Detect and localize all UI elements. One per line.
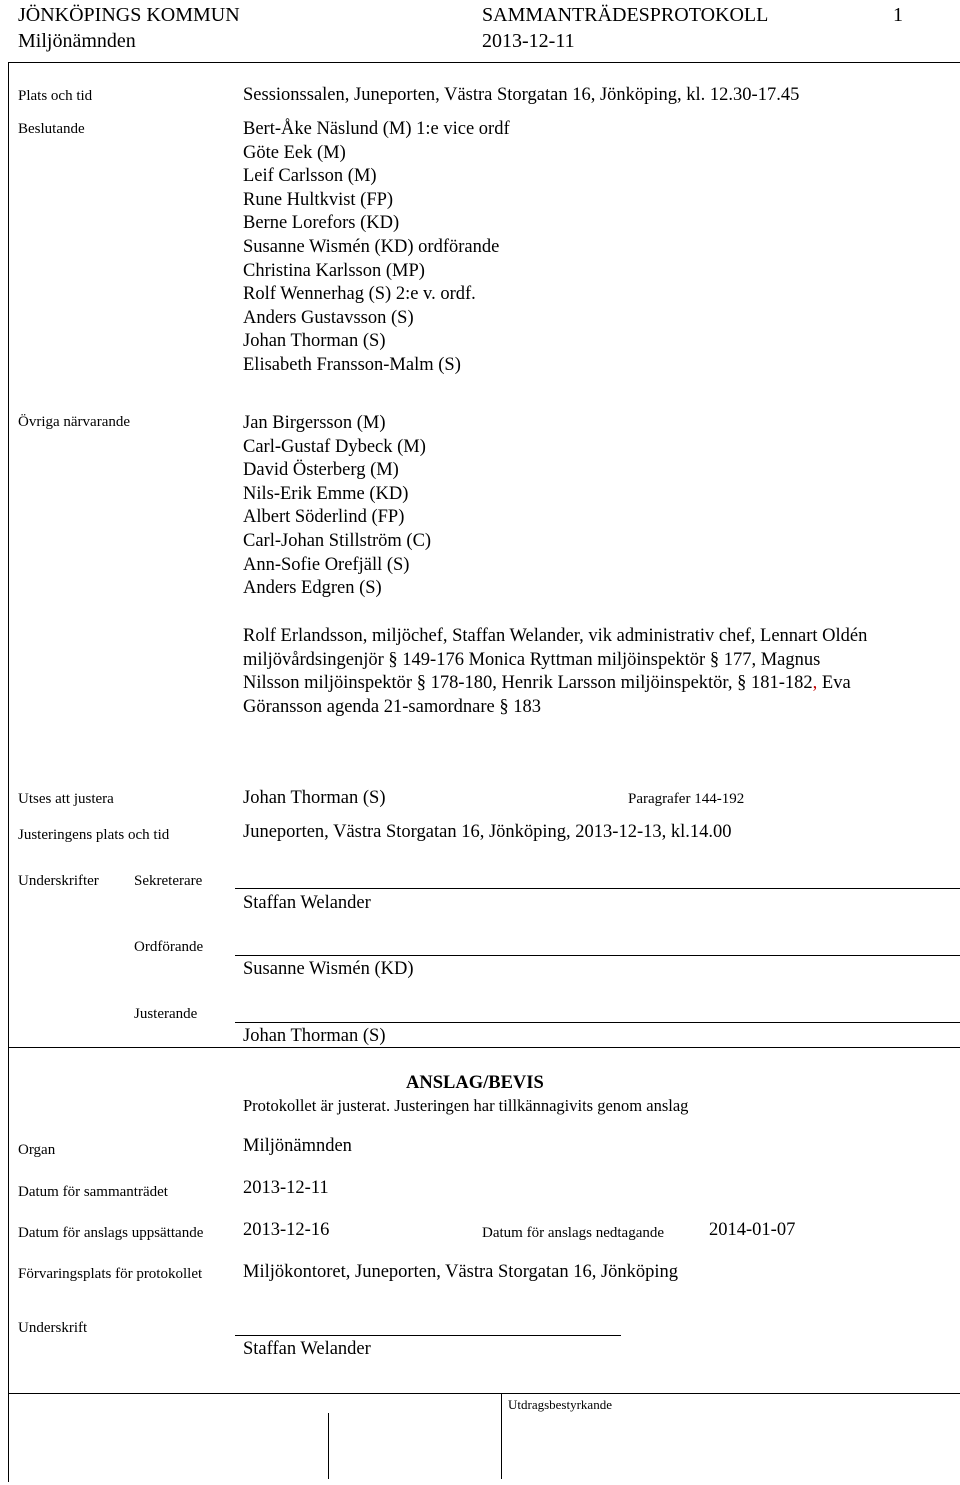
chair-label: Ordförande (134, 939, 204, 955)
list-item: Carl-Johan Stillström (C) (243, 530, 432, 551)
deciding-list (243, 118, 510, 378)
meeting-date-value: 2013-12-11 (243, 1178, 329, 1198)
storage-value: Miljökontoret, Juneporten, Västra Storgatan 16, Jönköping (243, 1262, 679, 1282)
document-type: SAMMANTRÄDESPROTOKOLL (482, 4, 769, 26)
list-item: Albert Söderlind (FP) (243, 507, 405, 528)
storage-label: Förvaringsplats för protokollet (18, 1266, 203, 1282)
list-item: Göte Eek (M) (243, 142, 346, 163)
list-item: Leif Carlsson (M) (243, 166, 377, 187)
footer-divider-right (501, 1393, 502, 1479)
page-number: 1 (893, 4, 903, 26)
officials-line-end: Eva (817, 673, 851, 694)
adjust-place-value: Juneporten, Västra Storgatan 16, Jönköping, 2013-12-13, kl.14.00 (243, 822, 732, 842)
secretary-signature-line (235, 888, 960, 889)
list-item: Anders Edgren (S) (243, 578, 382, 599)
officials-line: miljövårdsingenjör § 149-176 Monica Ryttman miljöinspektör § 177, Magnus (243, 649, 821, 670)
adjust-place-label: Justeringens plats och tid (18, 827, 170, 843)
chair-signature-line (235, 955, 960, 956)
chair-name: Susanne Wismén (KD) (243, 959, 414, 979)
list-item: Bert-Åke Näslund (M) 1:e vice ordf (243, 119, 510, 139)
place-value: Sessionssalen, Juneporten, Västra Storgatan 16, Jönköping, kl. 12.30-17.45 (243, 85, 800, 105)
municipality-name: JÖNKÖPINGS KOMMUN (18, 4, 240, 26)
officials-paragraph (243, 625, 867, 719)
list-item: Johan Thorman (S) (243, 331, 386, 352)
signatures-label: Underskrifter (18, 873, 99, 889)
list-item: Christina Karlsson (MP) (243, 260, 425, 281)
adjusting-name: Johan Thorman (S) (243, 1026, 386, 1046)
left-rule (8, 62, 9, 1482)
posted-date-value: 2013-12-16 (243, 1220, 330, 1240)
list-item: David Österberg (M) (243, 460, 399, 481)
deciding-label: Beslutande (18, 121, 85, 137)
officials-line-text: Nilsson miljöinspektör § 178-180, Henrik Larsson miljöinspektör, § 181-182 (243, 673, 813, 694)
list-item: Nils-Erik Emme (KD) (243, 483, 409, 504)
list-item: Rune Hultkvist (FP) (243, 189, 394, 210)
adjuster-value: Johan Thorman (S) (243, 788, 386, 808)
others-label: Övriga närvarande (18, 414, 131, 430)
secretary-label: Sekreterare (134, 873, 203, 889)
list-item: Susanne Wismén (KD) ordförande (243, 236, 500, 257)
notice-intro: Protokollet är justerat. Justeringen har tillkännagivits genom anslag (243, 1096, 689, 1115)
meeting-date: 2013-12-11 (482, 30, 575, 52)
footer-rule (8, 1393, 960, 1394)
notice-signature-name: Staffan Welander (243, 1339, 371, 1359)
list-item: Ann-Sofie Orefjäll (S) (243, 554, 410, 575)
list-item: Jan Birgersson (M) (243, 413, 386, 433)
adjuster-label: Utses att justera (18, 791, 114, 807)
red-comma: , (812, 673, 818, 694)
organ-value: Miljönämnden (243, 1136, 352, 1156)
top-rule (8, 62, 960, 63)
list-item: Berne Lorefors (KD) (243, 213, 400, 234)
secretary-name: Staffan Welander (243, 893, 371, 913)
committee-name: Miljönämnden (18, 30, 136, 52)
list-item: Rolf Wennerhag (S) 2:e v. ordf. (243, 284, 476, 305)
officials-line (243, 672, 867, 696)
removed-date-label: Datum för anslags nedtagande (482, 1225, 665, 1241)
footer-divider-left (328, 1413, 329, 1479)
signature-label: Underskrift (18, 1320, 88, 1336)
notice-signature-line (235, 1335, 621, 1336)
list-item: Elisabeth Fransson-Malm (S) (243, 354, 461, 375)
posted-date-label: Datum för anslags uppsättande (18, 1225, 204, 1241)
section-divider (8, 1047, 960, 1048)
notice-heading: ANSLAG/BEVIS (406, 1073, 544, 1093)
extract-label: Utdragsbestyrkande (508, 1397, 612, 1412)
adjusting-label: Justerande (134, 1006, 198, 1022)
removed-date-value: 2014-01-07 (709, 1220, 796, 1240)
others-list (243, 412, 431, 601)
adjusting-signature-line (235, 1022, 960, 1023)
place-label: Plats och tid (18, 88, 93, 104)
list-item: Carl-Gustaf Dybeck (M) (243, 436, 426, 457)
meeting-date-label: Datum för sammanträdet (18, 1184, 168, 1200)
officials-line: Göransson agenda 21-samordnare § 183 (243, 696, 541, 717)
officials-line: Rolf Erlandsson, miljöchef, Staffan Welander, vik administrativ chef, Lennart Oldén (243, 626, 868, 646)
list-item: Anders Gustavsson (S) (243, 307, 414, 328)
organ-label: Organ (18, 1142, 56, 1158)
paragraphs-range: Paragrafer 144-192 (628, 791, 745, 807)
